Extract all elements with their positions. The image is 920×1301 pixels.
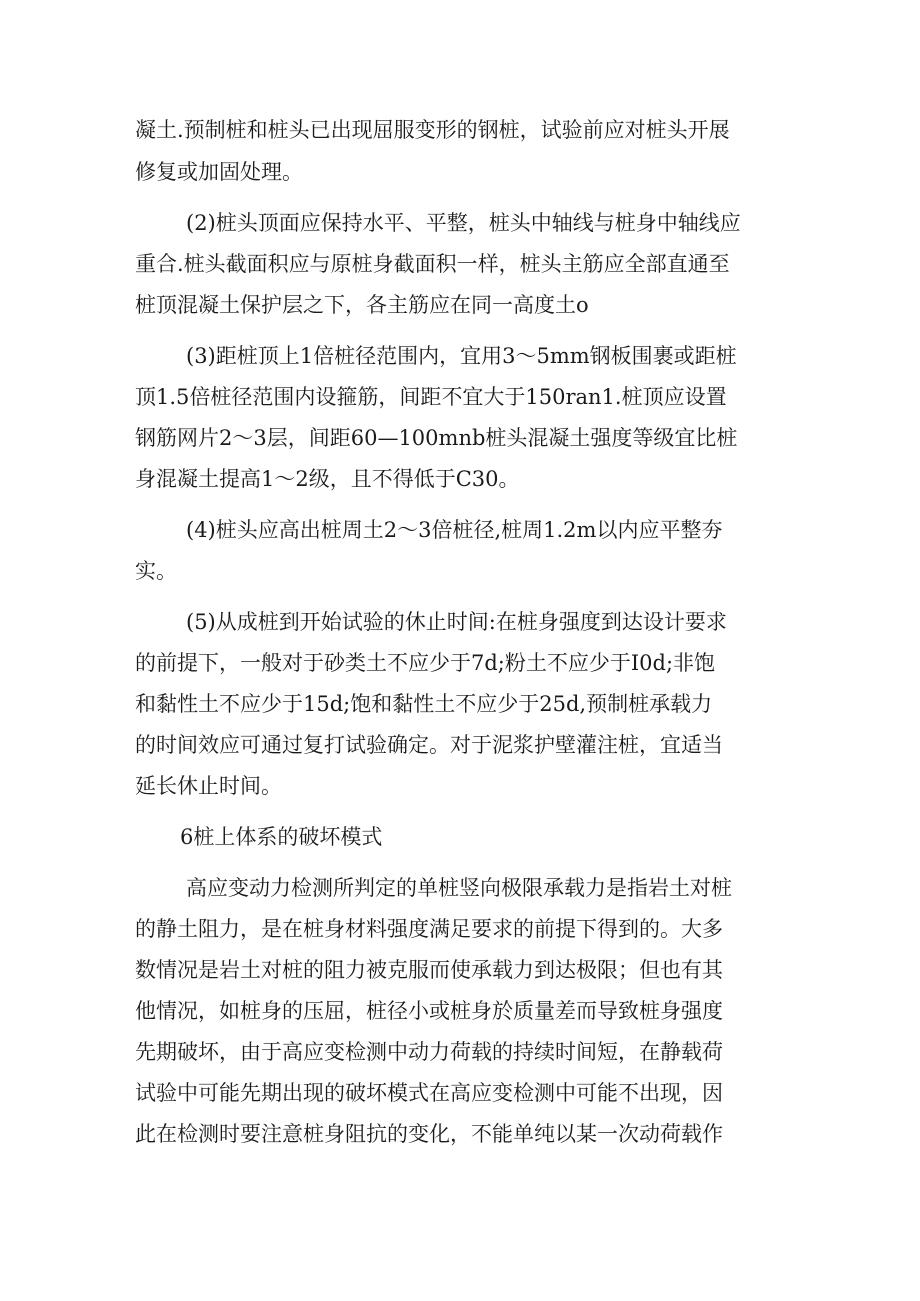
text-line: 身混凝土提高1～2级，且不得低于C30。 — [135, 467, 520, 491]
text-line: 他情况，如桩身的压屈，桩径小或桩身於质量差而导致桩身强度 — [135, 999, 723, 1023]
text-line: 重合.桩头截面积应与原桩身截面积一样，桩头主筋应全部直通至 — [135, 252, 730, 276]
text-line: (3)距桩顶上1倍桩径范围内，宜用3～5mm钢板围裹或距桩 — [186, 344, 737, 368]
text-line: 此在检测时要注意桩身阻抗的变化，不能单纯以某一次动荷载作 — [135, 1122, 723, 1146]
text-line: 凝土.预制桩和桩头已出现屈服变形的钢桩，试验前应对桩头开展 — [135, 118, 730, 142]
text-line: (5)从成桩到开始试验的休止时间:在桩身强度到达设计要求 — [186, 610, 727, 634]
text-line: 桩顶混凝土保护层之下，各主筋应在同一高度土o — [135, 293, 589, 317]
text-line: 修复或加固处理。 — [135, 160, 303, 184]
text-line: 的静土阻力，是在桩身材料强度满足要求的前提下得到的。大多 — [135, 917, 723, 941]
text-line: 顶1.5倍桩径范围内设箍筋，间距不宜大于150ran1.桩顶应设置 — [135, 385, 727, 409]
text-line: 钢筋网片2～3层，间距60—100mnb桩头混凝土强度等级宜比桩 — [135, 426, 738, 450]
text-line: 和黏性土不应少于15d;饱和黏性土不应少于25d,预制桩承载力 — [135, 692, 713, 716]
text-line: (4)桩头应高出桩周土2～3倍桩径,桩周1.2m以内应平整夯 — [186, 518, 723, 542]
text-line: 实。 — [135, 559, 177, 583]
text-line: 数情况是岩土对桩的阻力被克服而使承载力到达极限；但也有其 — [135, 958, 723, 982]
text-line: 先期破坏，由于高应变检测中动力荷载的持续时间短，在静载荷 — [135, 1040, 723, 1064]
section-heading: 6桩上体系的破坏模式 — [180, 825, 383, 849]
text-line: 试验中可能先期出现的破坏模式在高应变检测中可能不出现，因 — [135, 1081, 723, 1105]
text-line: 高应变动力检测所判定的单桩竖向极限承载力是指岩土对桩 — [186, 876, 732, 900]
text-line: 延长休止时间。 — [135, 774, 282, 798]
text-line: (2)桩头顶面应保持水平、平整，桩头中轴线与桩身中轴线应 — [186, 211, 741, 235]
text-line: 的前提下，一般对于砂类土不应少于7d;粉土不应少于I0d;非饱 — [135, 651, 716, 675]
text-line: 的时间效应可通过复打试验确定。对于泥浆护壁灌注桩，宜适当 — [135, 733, 723, 757]
